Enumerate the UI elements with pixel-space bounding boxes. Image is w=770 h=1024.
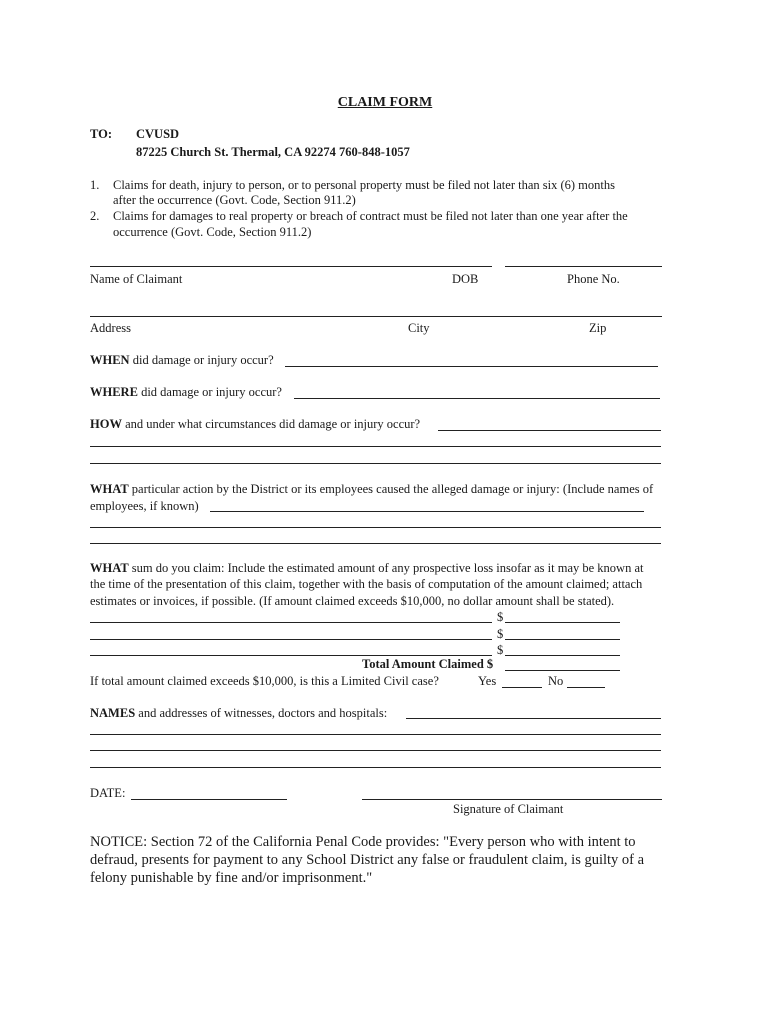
signature-line[interactable] [362,799,662,800]
how-question [90,417,420,432]
what-sum-question [90,561,644,576]
city-label: City [408,321,430,335]
what-action-line2: employees, if known) [90,499,199,513]
no-answer-line[interactable] [567,687,605,688]
how-answer-line-3[interactable] [90,463,661,464]
when-question [90,353,274,368]
name-of-claimant-label: Name of Claimant [90,272,183,286]
sum-amount-line-3[interactable] [505,655,620,656]
rule-2-line1: Claims for damages to real property or breach of contract must be filed not later than one year after the [113,209,628,223]
what-action-keyword: WHAT [90,482,129,496]
when-answer-line[interactable] [285,366,658,367]
what-action-answer-line-2[interactable] [90,527,661,528]
sum-amount-line-2[interactable] [505,639,620,640]
names-question [90,706,387,721]
what-sum-line3: estimates or invoices, if possible. (If amount claimed exceeds $10,000, no dollar amount shall be stated). [90,594,615,608]
recipient-address: 87225 Church St. Thermal, CA 92274 760-848-1057 [136,145,410,159]
limited-civil-question: If total amount claimed exceeds $10,000, is this a Limited Civil case? [90,674,439,688]
rule-2-line2: occurrence (Govt. Code, Section 911.2) [113,225,312,239]
no-label: No [548,674,564,688]
names-keyword: NAMES [90,706,136,720]
phone-label: Phone No. [567,272,620,286]
dollar-sign-1: $ [497,610,504,624]
names-answer-line-3[interactable] [90,750,661,751]
address-line[interactable] [90,316,662,317]
page-title: CLAIM FORM [337,95,433,110]
names-answer-line-1[interactable] [406,718,661,719]
sum-amount-line-1[interactable] [505,622,620,623]
yes-label: Yes [478,674,497,688]
where-keyword: WHERE [90,385,138,399]
what-action-text: particular action by the District or its employees caused the alleged damage or injury: (Include names of [128,482,654,496]
date-answer-line[interactable] [131,799,287,800]
zip-label: Zip [589,321,607,335]
rule-1-number: 1. [90,178,100,192]
yes-answer-line[interactable] [502,687,542,688]
what-action-question [90,482,653,497]
what-sum-text: sum do you claim: Include the estimated amount of any prospective loss insofar as it may be known at [128,561,644,575]
total-amount-line[interactable] [505,670,620,671]
when-text: did damage or injury occur? [129,353,274,367]
where-question [90,385,282,400]
names-text: and addresses of witnesses, doctors and hospitals: [135,706,388,720]
rule-2-number: 2. [90,209,100,223]
penal-code-notice: NOTICE: Section 72 of the California Penal Code provides: "Every person who with intent to defraud, presents for payment to any School District any false or fraudulent claim, is guilty of a felony punishable by fine and/or imprisonment." [90,834,645,886]
where-text: did damage or injury occur? [137,385,282,399]
rule-1-line2: after the occurrence (Govt. Code, Section 911.2) [113,193,356,207]
total-amount-label: Total Amount Claimed $ [362,657,494,671]
how-text: and under what circumstances did damage or injury occur? [121,417,421,431]
date-label: DATE: [90,786,126,800]
address-label: Address [90,321,131,335]
what-sum-line2: the time of the presentation of this claim, together with the basis of computation of the amount claimed; attach [90,577,643,591]
phone-line[interactable] [505,266,662,267]
signature-label: Signature of Claimant [453,802,564,816]
what-action-answer-line-3[interactable] [90,543,661,544]
when-keyword: WHEN [90,353,130,367]
names-answer-line-2[interactable] [90,734,661,735]
rule-1-line1: Claims for death, injury to person, or to personal property must be filed not later than six (6) months [113,178,615,192]
how-answer-line-1[interactable] [438,430,661,431]
dob-label: DOB [452,272,479,286]
dollar-sign-2: $ [497,627,504,641]
sum-basis-line-3[interactable] [90,655,492,656]
names-answer-line-4[interactable] [90,767,661,768]
sum-basis-line-2[interactable] [90,639,492,640]
where-answer-line[interactable] [294,398,660,399]
to-label: TO: [90,127,112,141]
sum-basis-line-1[interactable] [90,622,492,623]
how-answer-line-2[interactable] [90,446,661,447]
what-sum-keyword: WHAT [90,561,129,575]
how-keyword: HOW [90,417,122,431]
recipient-name: CVUSD [136,127,180,141]
what-action-answer-line-1[interactable] [210,511,644,512]
dollar-sign-3: $ [497,643,504,657]
claimant-name-line[interactable] [90,266,492,267]
